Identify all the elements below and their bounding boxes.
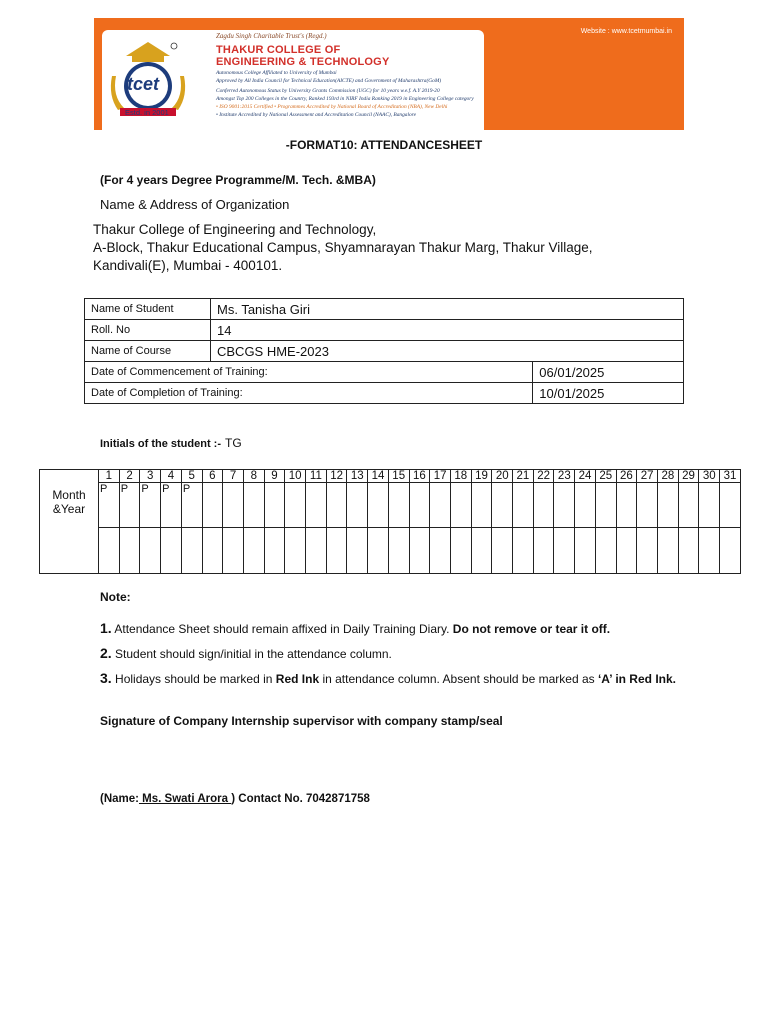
organization-label: Name & Address of Organization [100, 197, 290, 212]
name-prefix: (Name: [100, 793, 139, 805]
day-header-15: 15 [388, 470, 409, 483]
attendance-mark-day-24[interactable] [575, 483, 596, 528]
note-number: 1. [100, 620, 112, 636]
attendance-cell-extra-day-17[interactable] [430, 528, 451, 574]
day-header-10: 10 [285, 470, 306, 483]
note-number: 3. [100, 670, 112, 686]
attendance-mark-day-28[interactable] [657, 483, 678, 528]
contact-text: ) Contact No. 7042871758 [231, 793, 370, 805]
note-item-2 [100, 645, 392, 661]
attendance-cell-extra-day-13[interactable] [347, 528, 368, 574]
attendance-mark-day-20[interactable] [492, 483, 513, 528]
attendance-cell-extra-day-27[interactable] [637, 528, 658, 574]
day-header-6: 6 [202, 470, 223, 483]
attendance-mark-day-4[interactable]: P [161, 483, 182, 528]
note-text: Attendance Sheet should remain affixed in Daily Training Diary. [111, 622, 453, 636]
signature-label: Signature of Company Internship supervisor with company stamp/seal [100, 714, 503, 728]
day-header-16: 16 [409, 470, 430, 483]
attendance-grid [39, 469, 741, 574]
note-text: Student should sign/initial in the attendance column. [111, 647, 392, 661]
attendance-mark-day-31[interactable] [720, 483, 741, 528]
attendance-cell-extra-day-9[interactable] [264, 528, 285, 574]
attendance-mark-day-13[interactable] [347, 483, 368, 528]
day-header-25: 25 [595, 470, 616, 483]
day-header-30: 30 [699, 470, 720, 483]
attendance-mark-day-8[interactable] [243, 483, 264, 528]
roll-no-label: Roll. No [85, 320, 211, 341]
completion-label: Date of Completion of Training: [85, 383, 533, 404]
attendance-cell-extra-day-3[interactable] [140, 528, 161, 574]
course-value: CBCGS HME-2023 [211, 341, 684, 362]
attendance-cell-extra-day-5[interactable] [181, 528, 202, 574]
trust-name: Zagdu Singh Charitable Trust's (Regd.) [216, 32, 327, 40]
student-name-label: Name of Student [85, 299, 211, 320]
attendance-cell-extra-day-4[interactable] [161, 528, 182, 574]
table-row [40, 528, 741, 574]
attendance-mark-day-14[interactable] [368, 483, 389, 528]
note-text: Holidays should be marked in [111, 672, 276, 686]
attendance-mark-day-27[interactable] [637, 483, 658, 528]
attendance-mark-day-12[interactable] [326, 483, 347, 528]
day-header-5: 5 [181, 470, 202, 483]
attendance-cell-extra-day-2[interactable] [119, 528, 140, 574]
table-row [85, 383, 684, 404]
note-number: 2. [100, 645, 112, 661]
attendance-cell-extra-day-31[interactable] [720, 528, 741, 574]
student-name-value: Ms. Tanisha Giri [211, 299, 684, 320]
attendance-cell-extra-day-19[interactable] [471, 528, 492, 574]
attendance-cell-extra-day-11[interactable] [306, 528, 327, 574]
completion-value: 10/01/2025 [533, 383, 684, 404]
ranking-text: Amongst Top 200 Colleges in the Country, Ranked 193rd in NIRF India Ranking 2019 in Engineering College category [216, 96, 474, 102]
attendance-mark-day-25[interactable] [595, 483, 616, 528]
day-header-17: 17 [430, 470, 451, 483]
note-text: in attendance column. Absent should be marked as [319, 672, 598, 686]
approval-text: Approved by All India Council for Technical Education(AICTE) and Government of Maharashtra(GoM) [216, 78, 442, 84]
attendance-mark-day-11[interactable] [306, 483, 327, 528]
table-row [40, 470, 741, 483]
logo-estd: Estd. in 2001 [125, 108, 169, 117]
attendance-mark-day-19[interactable] [471, 483, 492, 528]
day-header-31: 31 [720, 470, 741, 483]
day-header-27: 27 [637, 470, 658, 483]
table-row [85, 299, 684, 320]
attendance-mark-day-6[interactable] [202, 483, 223, 528]
programme-text: (For 4 years Degree Programme/M. Tech. &MBA) [100, 173, 376, 187]
attendance-cell-extra-day-1[interactable] [99, 528, 120, 574]
attendance-mark-day-15[interactable] [388, 483, 409, 528]
note-emphasis: ‘A’ in Red Ink. [597, 672, 676, 686]
certified-text: • ISO 9001:2015 Certified • Programmes Accredited by National Board of Accreditation (NBA), New Delhi [216, 104, 448, 110]
attendance-mark-day-10[interactable] [285, 483, 306, 528]
day-header-18: 18 [450, 470, 471, 483]
day-header-13: 13 [347, 470, 368, 483]
day-header-22: 22 [533, 470, 554, 483]
attendance-cell-extra-day-30[interactable] [699, 528, 720, 574]
roll-no-value: 14 [211, 320, 684, 341]
attendance-mark-day-22[interactable] [533, 483, 554, 528]
document-title: -FORMAT10: ATTENDANCESHEET [285, 138, 483, 152]
day-header-21: 21 [513, 470, 534, 483]
attendance-cell-extra-day-14[interactable] [368, 528, 389, 574]
note-item-3 [100, 670, 676, 686]
day-header-14: 14 [368, 470, 389, 483]
day-header-23: 23 [554, 470, 575, 483]
initials-value: TG [225, 436, 242, 450]
course-label: Name of Course [85, 341, 211, 362]
month-year-blank [40, 528, 99, 574]
note-item-1 [100, 620, 610, 636]
attendance-cell-extra-day-21[interactable] [513, 528, 534, 574]
attendance-mark-day-2[interactable]: P [119, 483, 140, 528]
initials-label: Initials of the student :- [100, 438, 221, 450]
attendance-cell-extra-day-10[interactable] [285, 528, 306, 574]
attendance-cell-extra-day-23[interactable] [554, 528, 575, 574]
attendance-mark-day-16[interactable] [409, 483, 430, 528]
day-header-29: 29 [678, 470, 699, 483]
day-header-11: 11 [306, 470, 327, 483]
website-text: Website : www.tcetmumbai.in [580, 28, 672, 35]
supervisor-name-line [100, 793, 370, 805]
day-header-7: 7 [223, 470, 244, 483]
note-heading: Note: [100, 590, 131, 604]
day-header-26: 26 [616, 470, 637, 483]
table-row [85, 320, 684, 341]
college-name-line2: ENGINEERING & TECHNOLOGY [216, 56, 390, 68]
day-header-12: 12 [326, 470, 347, 483]
attendance-cell-extra-day-24[interactable] [575, 528, 596, 574]
attendance-mark-day-7[interactable] [223, 483, 244, 528]
attendance-cell-extra-day-15[interactable] [388, 528, 409, 574]
college-name-line1: THAKUR COLLEGE OF [216, 44, 341, 56]
attendance-cell-extra-day-12[interactable] [326, 528, 347, 574]
attendance-cell-extra-day-28[interactable] [657, 528, 678, 574]
table-row [85, 362, 684, 383]
attendance-cell-extra-day-6[interactable] [202, 528, 223, 574]
attendance-mark-day-18[interactable] [450, 483, 471, 528]
attendance-cell-extra-day-20[interactable] [492, 528, 513, 574]
attendance-mark-day-9[interactable] [264, 483, 285, 528]
month-year-cell: Month &Year [40, 470, 99, 528]
logo-text: tcet [127, 74, 160, 94]
attendance-cell-extra-day-26[interactable] [616, 528, 637, 574]
commencement-label: Date of Commencement of Training: [85, 362, 533, 383]
day-header-19: 19 [471, 470, 492, 483]
organization-address-line2: Kandivali(E), Mumbai - 400101. [93, 258, 283, 273]
day-header-2: 2 [119, 470, 140, 483]
day-header-4: 4 [161, 470, 182, 483]
attendance-mark-day-1[interactable]: P [99, 483, 120, 528]
organization-address-line1: A-Block, Thakur Educational Campus, Shyamnarayan Thakur Marg, Thakur Village, [93, 240, 593, 255]
note-emphasis: Red Ink [275, 672, 320, 686]
note-emphasis: Do not remove or tear it off. [452, 622, 611, 636]
day-header-28: 28 [657, 470, 678, 483]
supervisor-name: Ms. Swati Arora [138, 793, 232, 805]
attendance-cell-extra-day-25[interactable] [595, 528, 616, 574]
attendance-mark-day-3[interactable]: P [140, 483, 161, 528]
commencement-value: 06/01/2025 [533, 362, 684, 383]
organization-name: Thakur College of Engineering and Technology, [93, 222, 377, 237]
day-header-8: 8 [243, 470, 264, 483]
table-row [40, 483, 741, 528]
initials-line [100, 436, 242, 450]
attendance-cell-extra-day-16[interactable] [409, 528, 430, 574]
attendance-mark-day-23[interactable] [554, 483, 575, 528]
attendance-mark-day-5[interactable]: P [181, 483, 202, 528]
attendance-cell-extra-day-8[interactable] [243, 528, 264, 574]
day-header-9: 9 [264, 470, 285, 483]
day-header-1: 1 [99, 470, 120, 483]
attendance-mark-day-21[interactable] [513, 483, 534, 528]
student-info-table [84, 298, 684, 404]
status-text: Conferred Autonomous Status by University Grants Commission (UGC) for 10 years w.e.f. A.Y 2019-20 [216, 88, 440, 94]
attendance-cell-extra-day-22[interactable] [533, 528, 554, 574]
attendance-mark-day-29[interactable] [678, 483, 699, 528]
affiliation-text: Autonomous College Affiliated to University of Mumbai [216, 70, 337, 76]
day-header-24: 24 [575, 470, 596, 483]
day-header-3: 3 [140, 470, 161, 483]
header-banner [94, 18, 684, 130]
attendance-cell-extra-day-18[interactable] [450, 528, 471, 574]
table-row [85, 341, 684, 362]
attendance-cell-extra-day-7[interactable] [223, 528, 244, 574]
day-header-20: 20 [492, 470, 513, 483]
attendance-mark-day-26[interactable] [616, 483, 637, 528]
attendance-mark-day-17[interactable] [430, 483, 451, 528]
attendance-mark-day-30[interactable] [699, 483, 720, 528]
naac-text: • Institute Accredited by National Assessment and Accreditation Council (NAAC), Bangalore [216, 112, 416, 118]
attendance-cell-extra-day-29[interactable] [678, 528, 699, 574]
